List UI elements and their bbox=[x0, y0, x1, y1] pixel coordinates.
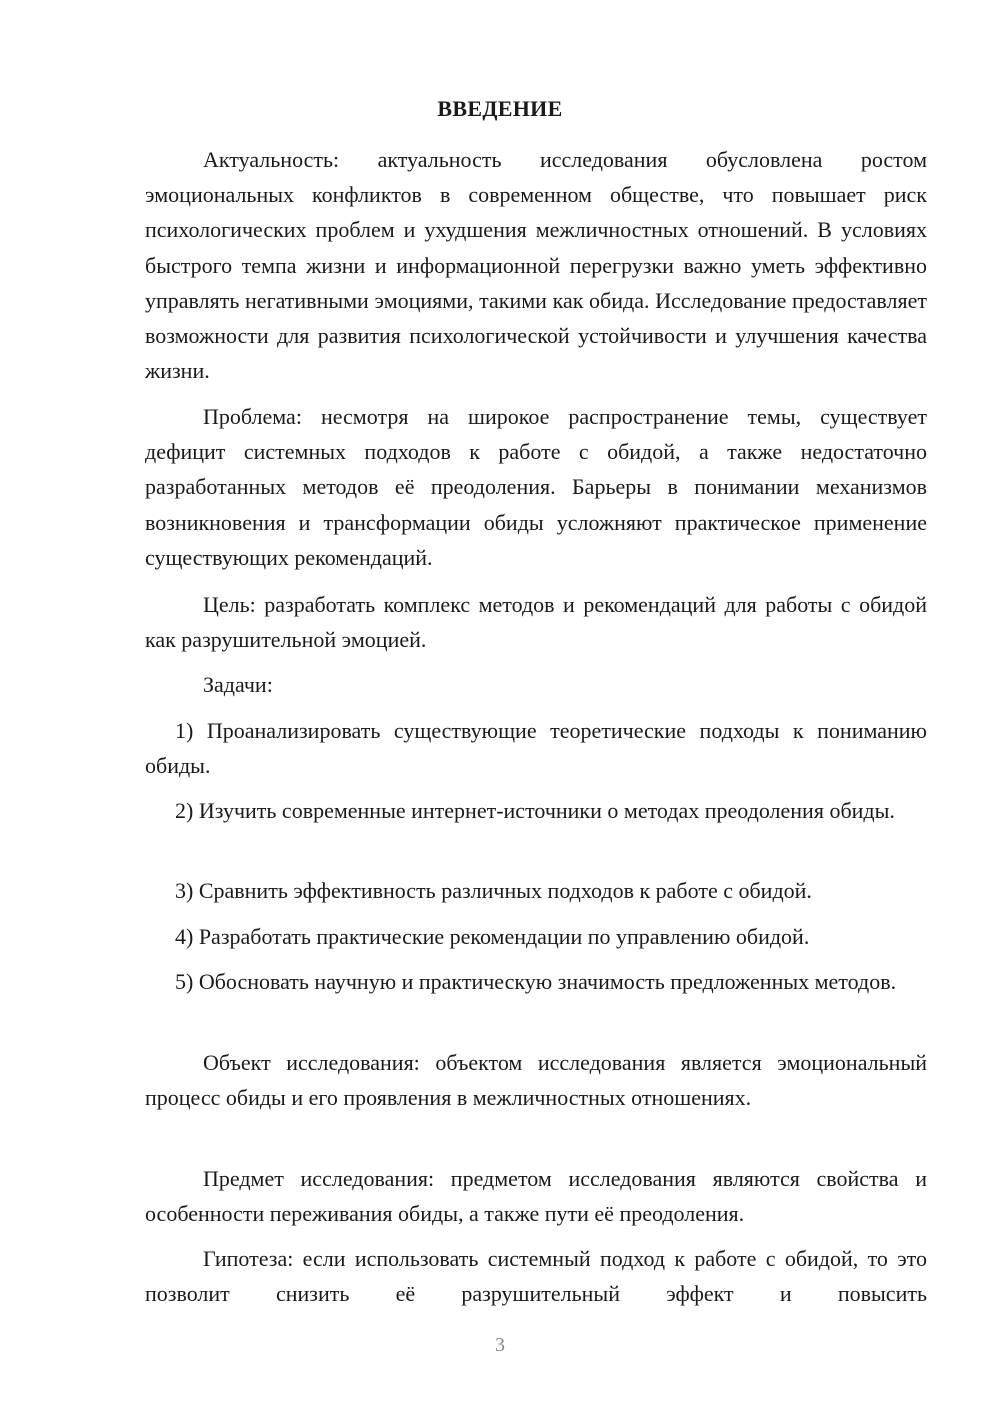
section-heading: ВВЕДЕНИЕ bbox=[437, 96, 563, 121]
object-paragraph: Объект исследования: объектом исследования является эмоциональный процесс обиды и его проявления в межличностных отношениях. bbox=[145, 1050, 927, 1111]
page-number: 3 bbox=[495, 1334, 505, 1356]
hypothesis-paragraph: Гипотеза: если использовать системный подход к работе с обидой, то это позволит снизить её разрушительный эффект и повысить bbox=[145, 1246, 927, 1307]
relevance-paragraph: Актуальность: актуальность исследования обусловлена ростом эмоциональных конфликтов в современном обществе, что повышает риск психологических проблем и ухудшения межличностных отношений. В условиях быстрого темпа жизни и информационной перегрузки важно уметь эффективно управлять негативными эмоциями, такими как обида. Исследование предоставляет возможности для развития психологической устойчивости и улучшения качества жизни. bbox=[145, 147, 927, 384]
tasks-heading: Задачи: bbox=[203, 672, 273, 697]
task-item-1: 1) Проанализировать существующие теоретические подходы к пониманию обиды. bbox=[145, 718, 927, 779]
task-item-5: 5) Обосновать научную и практическую значимость предложенных методов. bbox=[175, 969, 897, 994]
problem-paragraph: Проблема: несмотря на широкое распространение темы, существует дефицит системных подходов к работе с обидой, а также недостаточно разработанных методов её преодоления. Барьеры в понимании механизмов возникновения и трансформации обиды усложняют практическое применение существующих рекомендаций. bbox=[145, 404, 927, 570]
goal-paragraph: Цель: разработать комплекс методов и рекомендаций для работы с обидой как разрушительной эмоцией. bbox=[145, 592, 927, 653]
task-item-2: 2) Изучить современные интернет-источники о методах преодоления обиды. bbox=[175, 798, 895, 823]
task-item-3: 3) Сравнить эффективность различных подходов к работе с обидой. bbox=[175, 878, 812, 903]
subject-paragraph: Предмет исследования: предметом исследования являются свойства и особенности переживания обиды, а также пути её преодоления. bbox=[145, 1166, 927, 1227]
task-item-4: 4) Разработать практические рекомендации по управлению обидой. bbox=[175, 924, 810, 949]
